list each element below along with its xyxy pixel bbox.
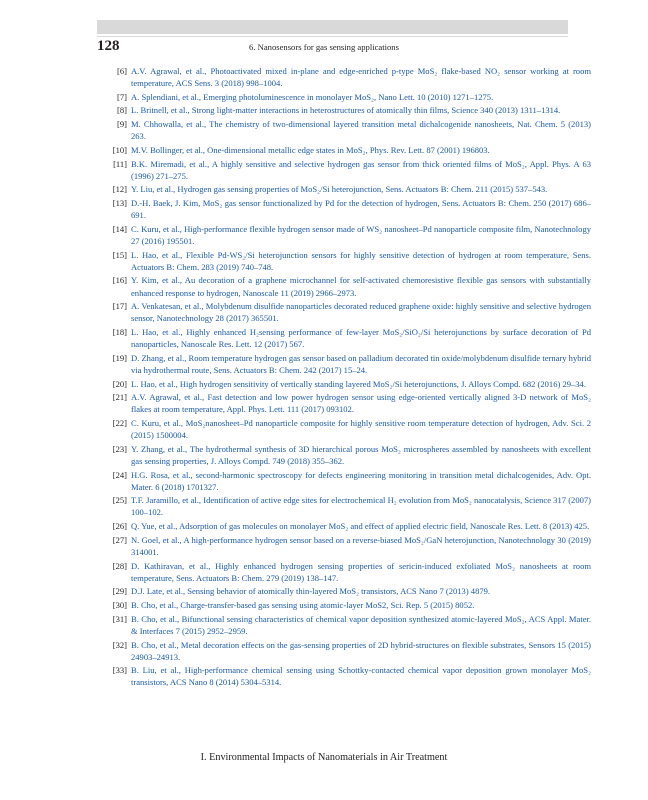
reference-link[interactable]: B. Cho, et al., Bifunctional sensing characteristics of chemical vapor deposition synthesized atomic-layered MoS₂, ACS Appl. Mater. & Interfaces 7 (2015) 2952–2959. xyxy=(131,613,591,636)
reference-number: [30] xyxy=(112,600,127,611)
reference-link[interactable]: Y. Zhang, et al., The hydrothermal synthesis of 3D hierarchical porous MoS₂ microspheres assembled by nanosheets with excellent gas sensing properties, J. Alloys Compd. 749 (2018) 355–362. xyxy=(131,443,591,466)
reference-item xyxy=(97,560,591,584)
reference-link[interactable]: D. Kathiravan, et al., Highly enhanced hydrogen sensing properties of sericin-induced exfoliated MoS₂ nanosheets at room temperature, Sens. Actuators B: Chem. 279 (2019) 138–147. xyxy=(131,560,591,583)
reference-item xyxy=(97,118,591,142)
reference-link[interactable]: T.F. Jaramillo, et al., Identification of active edge sites for electrochemical H₂ evolution from MoS₂ nanocatalysis, Science 317 (2007) 100–102. xyxy=(131,495,591,518)
reference-item xyxy=(97,104,591,116)
reference-link[interactable]: B. Liu, et al., High-performance chemical sensing using Schottky-contacted chemical vapor deposition grown monolayer MoS₂ transistors, ACS Nano 8 (2014) 5304–5314. xyxy=(131,665,591,688)
reference-number: [12] xyxy=(112,184,127,195)
reference-link[interactable]: Q. Yue, et al., Adsorption of gas molecules on monolayer MoS₂ and effect of applied electric field, Nanoscale Res. Lett. 8 (2013) 425. xyxy=(131,521,590,532)
reference-item xyxy=(97,183,591,195)
reference-number: [32] xyxy=(112,639,127,650)
reference-number: [6] xyxy=(117,66,127,76)
reference-link[interactable]: L. Hao, et al., High hydrogen sensitivity of vertically standing layered MoS₂/Si heterojunctions, J. Alloys Compd. 682 (2016) 29–34. xyxy=(131,378,586,389)
reference-link[interactable]: H.G. Rosa, et al., second-harmonic spectroscopy for defects engineering monitoring in transition metal dichalcogenides, Adv. Opt. Mater. 6 (2018) 1701327. xyxy=(131,469,591,492)
reference-link[interactable]: D.J. Late, et al., Sensing behavior of atomically thin-layered MoS₂ transistors, ACS Nano 7 (2013) 4879. xyxy=(131,586,491,597)
reference-number: [23] xyxy=(112,443,127,454)
reference-item xyxy=(97,613,591,637)
reference-item xyxy=(97,274,591,298)
reference-link[interactable]: B.K. Miremadi, et al., A highly sensitive and selective hydrogen gas sensor from thick oriented films of MoS₂, Appl. Phys. A 63 (1996) 271–275. xyxy=(131,158,591,181)
header-bar xyxy=(97,20,568,34)
reference-item xyxy=(97,144,591,156)
reference-item xyxy=(97,65,591,89)
reference-number: [22] xyxy=(112,418,127,429)
reference-number: [28] xyxy=(112,560,127,571)
reference-link[interactable]: B. Cho, et al., Charge-transfer-based gas sensing using atomic-layer MoS2, Sci. Rep. 5 (2015) 8052. xyxy=(131,600,475,611)
reference-item xyxy=(97,249,591,273)
reference-item xyxy=(97,197,591,221)
reference-number: [20] xyxy=(112,378,127,389)
reference-item xyxy=(97,326,591,350)
reference-item xyxy=(97,469,591,493)
reference-link[interactable]: C. Kuru, et al., MoS₂nanosheet–Pd nanoparticle composite for highly sensitive room temperature detection of hydrogen, Adv. Sci. 2 (2015) 1500004. xyxy=(131,418,591,441)
reference-link[interactable]: L. Hao, et al., Flexible Pd-WS₂/Si heterojunction sensors for highly sensitive detection of hydrogen at room temperature, Sens. Actuators B: Chem. 283 (2019) 740–748. xyxy=(131,249,591,272)
reference-item xyxy=(97,534,591,558)
reference-item xyxy=(97,664,591,688)
reference-item xyxy=(97,391,591,415)
reference-number: [14] xyxy=(112,223,127,234)
running-title: 6. Nanosensors for gas sensing applications xyxy=(249,42,399,52)
reference-number: [11] xyxy=(113,158,127,169)
reference-link[interactable]: B. Cho, et al., Metal decoration effects on the gas-sensing properties of 2D hybrid-structures on flexible substrates, Sensors 15 (2015) 24903–24913. xyxy=(131,639,591,662)
reference-link[interactable]: N. Goel, et al., A high-performance hydrogen sensor based on a reverse-biased MoS₂/GaN heterojunction, Nanotechnology 30 (2019) 314001. xyxy=(131,534,591,557)
reference-item xyxy=(97,443,591,467)
reference-link[interactable]: A.V. Agrawal, et al., Fast detection and low power hydrogen sensor using edge-oriented vertically aligned 3-D network of MoS₂ flakes at room temperature, Appl. Phys. Lett. 111 (2017) 093102. xyxy=(131,392,591,415)
reference-link[interactable]: L. Hao, et al., Highly enhanced H₂sensing performance of few-layer MoS₂/SiO₂/Si heterojunctions by surface decoration of Pd nanoparticles, Nanoscale Res. Lett. 12 (2017) 567. xyxy=(131,327,591,350)
header-rule xyxy=(97,36,568,37)
reference-link[interactable]: D. Zhang, et al., Room temperature hydrogen gas sensor based on palladium decorated tin oxide/molybdenum disulfide ternary hybrid via hydrothermal route, Sens. Actuators B: Chem. 242 (2017) 15–24. xyxy=(131,352,591,375)
reference-item xyxy=(97,585,591,597)
reference-link[interactable]: L. Britnell, et al., Strong light-matter interactions in heterostructures of atomically thin films, Science 340 (2013) 1311–1314. xyxy=(131,105,561,116)
reference-item xyxy=(97,158,591,182)
reference-link[interactable]: C. Kuru, et al., High-performance flexible hydrogen sensor made of WS₂ nanosheet–Pd nanoparticle composite film, Nanotechnology 27 (2016) 195501. xyxy=(131,223,591,246)
reference-link[interactable]: M. Chhowalla, et al., The chemistry of two-dimensional layered transition metal dichalcogenide nanosheets, Nat. Chem. 5 (2013) 263. xyxy=(131,119,591,142)
reference-number: [15] xyxy=(112,249,127,260)
reference-number: [19] xyxy=(112,352,127,363)
reference-link[interactable]: Y. Kim, et al., Au decoration of a graphene microchannel for self-activated chemoresistive flexible gas sensors with substantially enhanced response to hydrogen, Nanoscale 11 (2019) 2966–2973. xyxy=(131,275,591,298)
reference-item xyxy=(97,520,591,532)
reference-number: [31] xyxy=(112,613,127,624)
reference-item xyxy=(97,300,591,324)
reference-link[interactable]: M.V. Bollinger, et al., One-dimensional metallic edge states in MoS₂, Phys. Rev. Lett. 87 (2001) 196803. xyxy=(131,144,490,155)
reference-list xyxy=(97,65,591,690)
reference-number: [7] xyxy=(117,91,127,102)
reference-number: [17] xyxy=(112,301,127,312)
reference-number: [9] xyxy=(117,119,127,130)
reference-item xyxy=(97,494,591,518)
reference-link[interactable]: Y. Liu, et al., Hydrogen gas sensing properties of MoS₂/Si heterojunction, Sens. Actuators B: Chem. 211 (2015) 537–543. xyxy=(131,184,548,195)
reference-number: [24] xyxy=(112,469,127,480)
page-number: 128 xyxy=(97,38,120,54)
reference-item xyxy=(97,91,591,103)
reference-link[interactable]: A.V. Agrawal, et al., Photoactivated mixed in-plane and edge-enriched p-type MoS₂ flake-based NO₂ sensor working at room temperature, ACS Sens. 3 (2018) 998–1004. xyxy=(131,66,591,89)
reference-number: [16] xyxy=(112,275,127,286)
reference-number: [13] xyxy=(112,198,127,209)
reference-item xyxy=(97,417,591,441)
reference-link[interactable]: D.-H. Baek, J. Kim, MoS₂ gas sensor functionalized by Pd for the detection of hydrogen, Sens. Actuators B: Chem. 250 (2017) 686–691. xyxy=(131,198,591,221)
reference-number: [18] xyxy=(112,327,127,337)
reference-link[interactable]: A. Splendiani, et al., Emerging photoluminescence in monolayer MoS₂, Nano Lett. 10 (2010) 1271–1275. xyxy=(131,91,494,102)
reference-number: [33] xyxy=(112,665,127,676)
reference-number: [8] xyxy=(117,105,127,116)
reference-number: [26] xyxy=(112,521,127,532)
reference-number: [29] xyxy=(112,586,127,597)
reference-item xyxy=(97,599,591,611)
reference-number: [21] xyxy=(112,392,127,403)
reference-item xyxy=(97,223,591,247)
reference-link[interactable]: A. Venkatesan, et al., Molybdenum disulfide nanoparticles decorated reduced graphene oxide: highly sensitive and selective hydrogen sensor, Nanotechnology 28 (2017) 365501. xyxy=(131,301,591,324)
reference-number: [25] xyxy=(112,495,127,506)
reference-number: [10] xyxy=(112,144,127,155)
reference-number: [27] xyxy=(112,534,127,545)
part-title-footer: I. Environmental Impacts of Nanomaterials in Air Treatment xyxy=(200,752,448,763)
reference-item xyxy=(97,378,591,390)
reference-item xyxy=(97,639,591,663)
reference-item xyxy=(97,352,591,376)
